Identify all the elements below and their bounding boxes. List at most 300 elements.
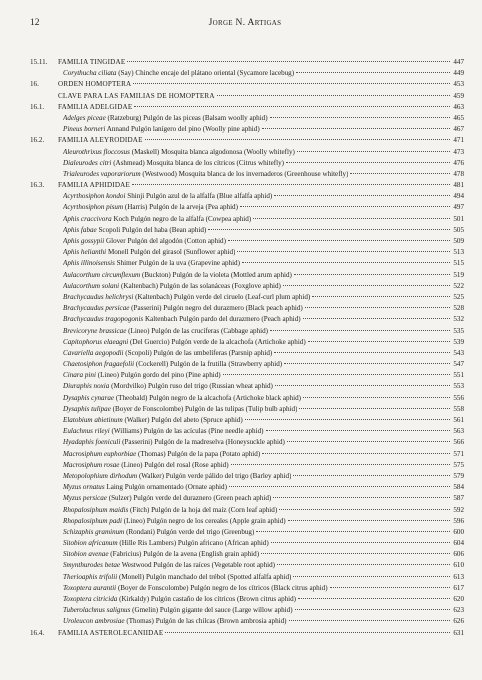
dot-leader: [275, 385, 450, 386]
dot-leader: [165, 632, 450, 633]
dot-leader: [289, 620, 450, 621]
species-entry: [63, 572, 291, 583]
common-name: Mosquita blanca algodonosa (Woolly whitefly): [161, 147, 295, 156]
toc-entry-row: [30, 270, 464, 281]
page-reference: 528: [453, 304, 464, 313]
author-name: (Hille Ris Lambers): [119, 539, 177, 548]
author-name: Annand: [106, 125, 130, 134]
scientific-name: Macrosiphum rosae: [63, 460, 120, 469]
species-entry: [63, 493, 271, 504]
species-entry: [63, 281, 281, 292]
species-entry: [63, 460, 229, 471]
page-reference: 584: [453, 483, 464, 492]
common-name: Pulgón negro de la alfalfa (Cowpea aphid): [130, 214, 252, 223]
toc-entry-row: [30, 247, 464, 258]
toc-entry-row: [30, 516, 464, 527]
common-name: Pulgón gigante del sauce (Large willow aphid): [159, 606, 293, 615]
species-entry: [63, 124, 260, 135]
page-reference: 631: [453, 628, 464, 637]
species-entry: [63, 482, 227, 493]
toc-heading-row: [30, 79, 464, 90]
species-entry: [63, 326, 268, 337]
scientific-name: Chaetosiphon fragaefolii: [63, 360, 135, 369]
toc-heading-row: [30, 628, 464, 639]
scientific-name: Aphis fabae: [63, 225, 97, 234]
scientific-name: Aphis helianthi: [63, 248, 107, 257]
author-name: (Monell): [118, 572, 145, 581]
page-reference: 532: [453, 315, 464, 324]
page-reference: 539: [453, 337, 464, 346]
dot-leader: [271, 542, 450, 543]
species-entry: [63, 292, 310, 303]
dot-leader: [240, 206, 450, 207]
toc-entry-row: [30, 370, 464, 381]
section-number: 16.2.: [30, 136, 45, 145]
toc-entry: [63, 270, 464, 281]
page-reference: 606: [453, 550, 464, 559]
common-name: Pulgón verde del ciruelo (Leaf-curl plum aphid): [173, 292, 311, 301]
toc-entry: [63, 449, 464, 460]
page-reference: 579: [453, 471, 464, 480]
common-name: Pulgón ruso del trigo (Russian wheat aphid): [147, 382, 273, 391]
scientific-name: Smynthurodes betae: [63, 561, 121, 570]
toc-entry-row: [30, 348, 464, 359]
toc-heading-row: [30, 135, 464, 146]
page-reference: 453: [453, 80, 464, 89]
toc-entry: [63, 549, 464, 560]
common-name: Pulgón negro de la alcachofa (Artichoke black aphid): [149, 393, 301, 402]
common-name: Pulgón de las umbelíferas (Parsnip aphid): [153, 348, 273, 357]
author-name: Scopoli: [98, 225, 121, 234]
toc-entry: [63, 158, 464, 169]
common-name: Pulgón de las crucíferas (Cabbage aphid): [151, 326, 269, 335]
page-reference: 447: [453, 58, 464, 66]
toc-entry: [58, 628, 464, 639]
toc-entry-row: [30, 191, 464, 202]
common-name: Pulgón verde del duraznero (Green peach aphid): [133, 494, 272, 503]
common-name: Pulgón gordo del pino (Pine aphid): [120, 371, 221, 380]
toc-entry-row: [30, 460, 464, 471]
common-name: Pulgón castaño de los cítricos (Brown citrus aphid): [150, 595, 297, 603]
dot-leader: [208, 229, 450, 230]
page-reference: 610: [453, 561, 464, 570]
common-name: Pulgón del algodón (Cotton aphid): [127, 237, 226, 245]
toc-entry: [63, 247, 464, 258]
author-name: (Say): [118, 69, 134, 78]
page-reference: 519: [453, 270, 464, 279]
page-reference: 547: [453, 360, 464, 369]
toc-entry-row: [30, 404, 464, 415]
toc-entry: [63, 348, 464, 359]
dot-leader: [223, 374, 450, 375]
toc-entry: [58, 57, 464, 68]
scientific-name: Rhopalosiphum padi: [63, 516, 122, 525]
page-reference: 501: [453, 214, 464, 223]
page-reference: 505: [453, 225, 464, 234]
scientific-name: Toxoptera citricida: [63, 595, 118, 603]
page-reference: 592: [453, 505, 464, 514]
common-name: Pulgón de la violeta (Mottled arum aphid): [172, 270, 292, 279]
dot-leader: [262, 453, 450, 454]
author-name: (Lineo): [123, 516, 145, 525]
author-name: (Thomas): [126, 617, 154, 626]
section-title: FAMILIA ADELGIDAE: [58, 102, 133, 111]
common-name: Mosquita blanca de los invernaderos (Greenhouse whitefly): [178, 169, 349, 178]
author-name: (Kirkaldy): [119, 595, 150, 603]
common-name: Pulgón de la madreselva (Honeysuckle aphid): [154, 438, 285, 447]
common-name: Pulgón del haba (Bean aphid): [121, 225, 207, 234]
scientific-name: Cavariella aegopodii: [63, 348, 124, 357]
page-reference: 473: [453, 147, 464, 156]
scientific-name: Aulacorthum solani: [63, 281, 120, 290]
toc-entry: [58, 135, 464, 146]
dot-leader: [294, 274, 450, 275]
author-name: (Cockerell): [135, 360, 169, 369]
scientific-name: Myzus persicae: [63, 494, 107, 503]
toc-entry-row: [30, 359, 464, 370]
toc-entry: [63, 437, 464, 448]
toc-entry-row: [30, 326, 464, 337]
common-name: Pulgón de las chilcas (Brown ambrosia aphid): [155, 617, 287, 626]
author-name: (Passerini): [122, 438, 153, 447]
species-entry: [63, 538, 269, 549]
dot-leader: [293, 576, 450, 577]
author-name: Kaltenbach: [144, 315, 178, 324]
scientific-name: Trialeurodes vaporariorum: [63, 169, 141, 178]
toc-entry-row: [30, 292, 464, 303]
author-name: (Walker): [138, 471, 164, 480]
section-number: 16.1.: [30, 102, 45, 111]
author-name: (Ashmead): [113, 158, 145, 167]
scientific-name: Diuraphis noxia: [63, 382, 110, 391]
toc-entry: [63, 426, 464, 437]
common-name: Pulgón ornamentado (Ornate aphid): [124, 483, 227, 492]
toc-entry-row: [30, 449, 464, 460]
toc-entry: [63, 191, 464, 202]
species-entry: [63, 516, 286, 527]
dot-leader: [270, 117, 450, 118]
toc-entry: [63, 460, 464, 471]
page-reference: 513: [453, 248, 464, 257]
common-name: Pulgón verde del trigo (Greenbug): [156, 527, 255, 536]
author-name: (Buckton): [141, 270, 171, 279]
common-name: Pulgón de las tulipas (Tulip bulb aphid): [184, 404, 298, 413]
scientific-name: Brachycaudus helichrysi: [63, 292, 134, 301]
author-name: (Fitch): [130, 505, 150, 514]
toc-entry-row: [30, 214, 464, 225]
common-name: Pulgón azul de la alfalfa (Blue alfalfa aphid): [145, 192, 273, 201]
toc-entry-row: [30, 281, 464, 292]
toc-entry-row: [30, 202, 464, 213]
toc-entry: [63, 572, 464, 583]
author-name: (Boyer de Fonscolombe): [112, 404, 184, 413]
dot-leader: [305, 307, 450, 308]
toc-entry: [63, 560, 464, 571]
scientific-name: Acyrthosiphon pisum: [63, 203, 124, 212]
toc-entry-row: [30, 124, 464, 135]
dot-leader: [127, 61, 450, 62]
author-name: (Gmelin): [132, 606, 159, 615]
section-title: ORDEN HOMOPTERA: [58, 80, 132, 89]
toc-entry-row: [30, 572, 464, 583]
author-name: Laing: [106, 483, 123, 492]
section-title: CLAVE PARA LAS FAMILIAS DE HOMOPTERA: [58, 91, 215, 100]
species-entry: [63, 437, 285, 448]
common-name: Pulgón negro de los cítricos (Black citrus aphid): [190, 583, 328, 592]
common-name: Pulgón del rosal (Rose aphid): [144, 460, 229, 469]
scientific-name: Rhopalosiphum maidis: [63, 505, 129, 514]
scientific-name: Eulachnus rileyi: [63, 427, 110, 436]
toc-entry: [63, 113, 464, 124]
common-name: Pulgón africano (African aphid): [177, 539, 269, 548]
common-name: Pulgón de la frutilla (Strawberry aphid): [170, 360, 283, 369]
dot-leader: [298, 598, 450, 599]
toc-entry: [63, 393, 464, 404]
toc-entry-row: [30, 225, 464, 236]
toc-entry: [63, 258, 464, 269]
toc-entry-row: [30, 482, 464, 493]
scientific-name: Adelges piceae: [63, 113, 106, 122]
page-reference: 535: [453, 326, 464, 335]
author-name: (Thomas): [138, 449, 166, 458]
scientific-name: Brachycaudus persicae: [63, 304, 130, 313]
toc-entry: [63, 147, 464, 158]
toc-entry: [63, 616, 464, 627]
toc-entry-row: [30, 337, 464, 348]
scientific-name: Metopolophium dirhodum: [63, 471, 138, 480]
toc-entry: [63, 337, 464, 348]
toc-entry: [63, 404, 464, 415]
toc-entry-row: [30, 415, 464, 426]
species-entry: [63, 560, 275, 571]
toc-entry: [58, 102, 464, 113]
section-title: FAMILIA ALEYRODIDAE: [58, 136, 143, 145]
toc-heading-row: [30, 91, 464, 102]
author-name: (Passerini): [131, 304, 162, 313]
running-head: Jorge N. Artigas: [208, 18, 282, 28]
page-reference: 467: [453, 125, 464, 134]
species-entry: [63, 158, 284, 169]
dot-leader: [303, 318, 450, 319]
toc-entry-row: [30, 471, 464, 482]
author-name: (Mordvilko): [111, 382, 147, 391]
scientific-name: Uroleucon ambrosiae: [63, 617, 125, 626]
dot-leader: [270, 330, 450, 331]
toc-entry-row: [30, 314, 464, 325]
dot-leader: [262, 128, 450, 129]
dot-leader: [145, 139, 450, 140]
dot-leader: [308, 341, 450, 342]
species-entry: [63, 191, 272, 202]
toc-entry-row: [30, 560, 464, 571]
page-reference: 459: [453, 91, 464, 100]
dot-leader: [274, 195, 450, 196]
species-entry: [63, 303, 303, 314]
toc-entry: [63, 124, 464, 135]
author-name: (Maskell): [131, 147, 160, 156]
toc-entry-row: [30, 258, 464, 269]
toc-entry: [63, 527, 464, 538]
author-name: (Walker): [124, 416, 150, 424]
dot-leader: [279, 509, 450, 510]
scientific-name: Aulacorthum circumflexum: [63, 270, 141, 279]
toc-entry-row: [30, 426, 464, 437]
common-name: Pulgón del girasol (Sunflower aphid): [130, 248, 236, 257]
scientific-name: Corythucha ciliata: [63, 69, 117, 78]
section-number: 16.: [30, 80, 39, 89]
toc-entry-row: [30, 616, 464, 627]
species-entry: [63, 113, 268, 124]
page-reference: 465: [453, 113, 464, 122]
toc-entry-row: [30, 493, 464, 504]
section-number: 15.11.: [30, 58, 48, 66]
species-entry: [63, 337, 306, 348]
toc-entry: [63, 202, 464, 213]
toc-entry: [58, 91, 464, 102]
page-reference: 449: [453, 69, 464, 78]
toc-entry: [63, 583, 464, 594]
species-entry: [63, 393, 301, 404]
toc-entry-row: [30, 538, 464, 549]
species-entry: [63, 415, 243, 426]
toc-entry-row: [30, 236, 464, 247]
dot-leader: [277, 564, 450, 565]
common-name: Pulgón manchado del trébol (Spotted alfalfa aphid): [145, 572, 292, 581]
toc-entry: [63, 314, 464, 325]
species-entry: [63, 583, 328, 594]
species-entry: [63, 258, 240, 269]
scientific-name: Sitobion africanum: [63, 539, 118, 548]
species-entry: [63, 605, 293, 616]
common-name: Pulgón del abeto (Spruce aphid): [151, 416, 243, 424]
section-title: FAMILIA APHIDIDAE: [58, 181, 131, 190]
scientific-name: Toxoptera aurantii: [63, 583, 117, 592]
species-entry: [63, 169, 348, 180]
toc-entry: [63, 68, 464, 79]
toc-entry: [58, 79, 464, 90]
common-name: Pulgón negro de los cereales (Apple grain aphid): [146, 516, 286, 525]
page-reference: 600: [453, 527, 464, 536]
author-name: Koch: [113, 214, 129, 223]
author-name: (Boyer de Fonscolombe): [117, 583, 189, 592]
page-reference: 558: [453, 404, 464, 413]
species-entry: [63, 594, 296, 605]
author-name: (Fabricius): [110, 550, 142, 559]
dot-leader: [134, 106, 450, 107]
species-entry: [63, 236, 226, 247]
dot-leader: [273, 497, 450, 498]
scientific-name: Aphis gossypii: [63, 237, 105, 245]
dot-leader: [287, 441, 450, 442]
species-entry: [63, 314, 301, 325]
page-reference: 626: [453, 617, 464, 626]
species-entry: [63, 616, 287, 627]
toc-entry: [63, 381, 464, 392]
species-entry: [63, 348, 272, 359]
species-entry: [63, 68, 294, 79]
scientific-name: Pineus borneri: [63, 125, 106, 134]
species-entry: [63, 381, 273, 392]
species-entry: [63, 370, 221, 381]
author-name: (Scopoli): [125, 348, 152, 357]
common-name: Pulgón lanígero del pino (Woolly pine aphid): [131, 125, 260, 134]
toc-heading-row: [30, 102, 464, 113]
species-entry: [63, 549, 259, 560]
author-name: (Lineo): [121, 460, 143, 469]
scientific-name: Dysaphis cynarae: [63, 393, 115, 402]
species-entry: [63, 147, 295, 158]
dot-leader: [256, 531, 450, 532]
scientific-name: Capitophorus elaeagni: [63, 337, 129, 346]
dot-leader: [296, 72, 450, 73]
author-name: (Kaltenbach): [135, 292, 173, 301]
toc-entry: [63, 326, 464, 337]
species-entry: [63, 404, 297, 415]
dot-leader: [242, 262, 450, 263]
author-name: (Rondani): [126, 527, 155, 536]
page-reference: 494: [453, 192, 464, 201]
page-number: 12: [30, 18, 40, 28]
dot-leader: [299, 408, 450, 409]
scientific-name: Acyrthosiphon kondoi: [63, 192, 126, 201]
scientific-name: Therioaphis trifolii: [63, 572, 118, 581]
scientific-name: Aphis illinoisensis: [63, 259, 115, 268]
toc-entry: [63, 471, 464, 482]
toc-entry: [58, 180, 464, 191]
toc-entry: [63, 505, 464, 516]
dot-leader: [261, 553, 450, 554]
common-name: Pulgón de las acículas (Pine needle aphid): [143, 427, 264, 436]
dot-leader: [217, 95, 450, 96]
scientific-name: Dialeurodes citri: [63, 158, 112, 167]
page-reference: 561: [453, 416, 464, 424]
toc-entry-row: [30, 527, 464, 538]
author-name: Shimer: [116, 259, 138, 268]
dot-leader: [253, 218, 450, 219]
dot-leader: [132, 184, 450, 185]
toc-entry-row: [30, 549, 464, 560]
common-name: Mosquita blanca de los cítricos (Citrus whitefly): [146, 158, 285, 167]
scientific-name: Schizaphis graminum: [63, 527, 125, 536]
page-reference: 563: [453, 427, 464, 436]
author-name: Westwood: [121, 561, 152, 570]
page-reference: 481: [453, 181, 464, 190]
table-of-contents: [30, 57, 464, 639]
scientific-name: Tuberolachnus salignus: [63, 606, 131, 615]
scientific-name: Dysaphis tulipae: [63, 404, 111, 413]
page-reference: 478: [453, 169, 464, 178]
toc-entry: [63, 214, 464, 225]
dot-leader: [266, 430, 451, 431]
page-reference: 556: [453, 393, 464, 402]
toc-entry: [63, 594, 464, 605]
toc-entry-row: [30, 393, 464, 404]
toc-entry-row: [30, 605, 464, 616]
common-name: Pulgón de las piceas (Balsam woolly aphid): [143, 113, 268, 122]
dot-leader: [295, 609, 450, 610]
common-name: Pulgón de las solanáceas (Foxglove aphid): [159, 281, 281, 290]
author-name: Shinji: [127, 192, 145, 201]
toc-entry: [63, 482, 464, 493]
common-name: Pulgón de la avena (English grain aphid): [143, 550, 260, 559]
scientific-name: Brevicoryne brassicae: [63, 326, 127, 335]
scientific-name: Aleurothrixus floccosus: [63, 147, 130, 156]
toc-entry-row: [30, 381, 464, 392]
scientific-name: Hyadaphis foeniculi: [63, 438, 121, 447]
page-reference: 476: [453, 158, 464, 167]
dot-leader: [297, 151, 450, 152]
dot-leader: [286, 162, 450, 163]
